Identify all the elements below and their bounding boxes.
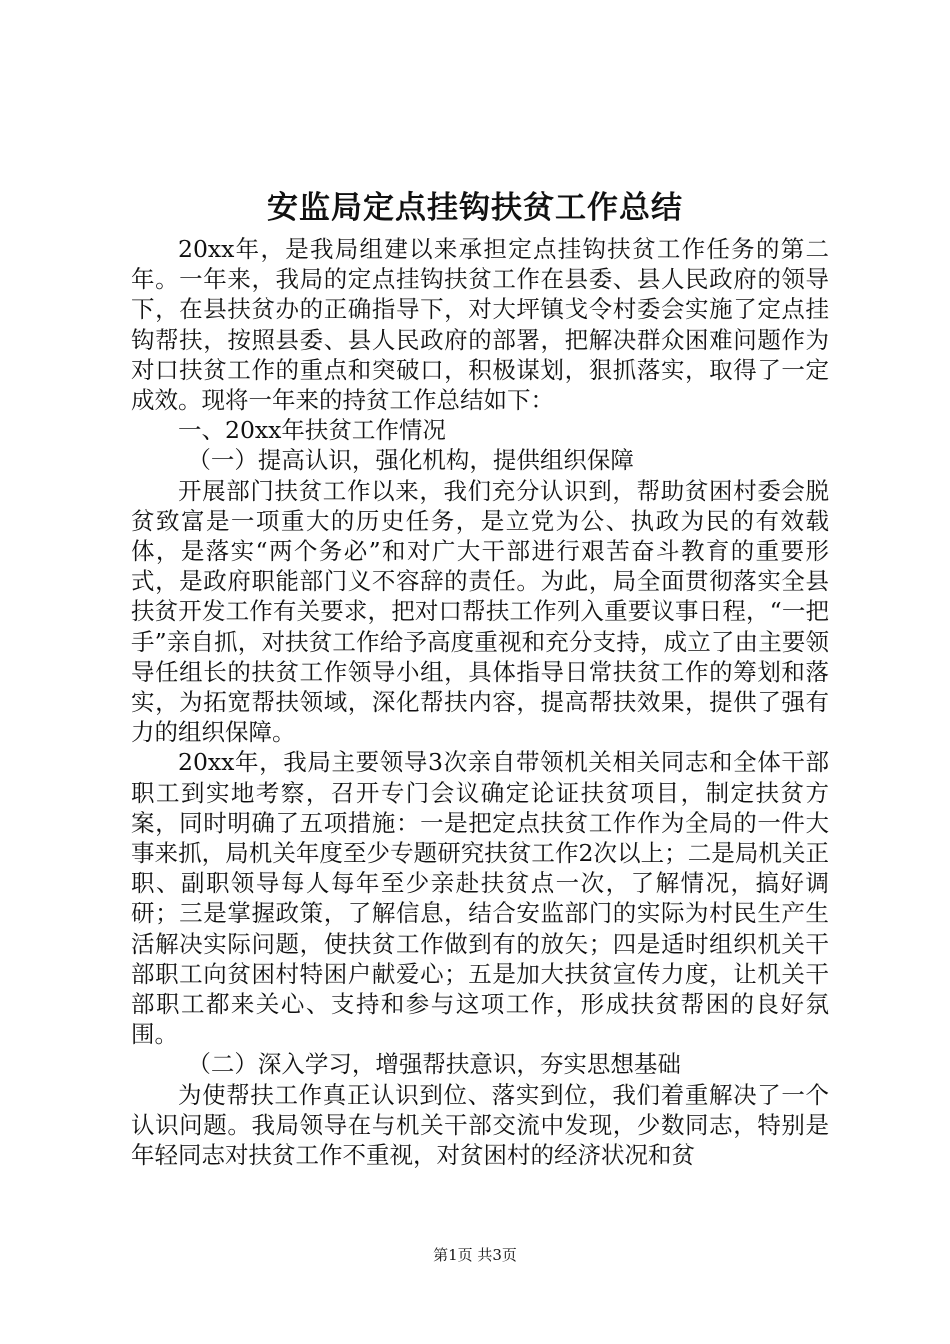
section-heading-1: 一、20xx年扶贫工作情况	[178, 416, 446, 445]
paragraph-body: 20xx年，我局主要领导3次亲自带领机关相关同志和全体干部职工到实地考察，召开专门会议确定论证扶贫项目，制定扶贫方案，同时明确了五项措施：一是把定点扶贫工作作为全局的一件大事来抓，局机关年度至少专题研究扶贫工作2次以上；二是局机关正职、副职领导每人每年至少亲赴扶贫点一次，了解情况，搞好调研；三是掌握政策，了解信息，结合安监部门的实际为村民生产生活解决实际问题，使扶贫工作做到有的放矢；四是适时组织机关干部职工向贫困村特困户献爱心；五是加大扶贫宣传力度，让机关干部职工都来关心、支持和参与这项工作，形成扶贫帮困的良好氛围。	[131, 748, 829, 1049]
document-title: 安监局定点挂钩扶贫工作总结	[267, 190, 683, 226]
paragraph-intro: 20xx年，是我局组建以来承担定点挂钩扶贫工作任务的第二年。一年来，我局的定点挂钩扶贫工作在县委、县人民政府的领导下，在县扶贫办的正确指导下，对大坪镇戈令村委会实施了定点挂钩帮扶，按照县委、县人民政府的部署，把解决群众困难问题作为对口扶贫工作的重点和突破口，积极谋划，狠抓落实，取得了一定成效。现将一年来的持贫工作总结如下：	[131, 235, 829, 415]
paragraph-body: 开展部门扶贫工作以来，我们充分认识到，帮助贫困村委会脱贫致富是一项重大的历史任务，是立党为公、执政为民的有效载体，是落实“两个务必”和对广大干部进行艰苦奋斗教育的重要形式，是政府职能部门义不容辞的责任。为此，局全面贯彻落实全县扶贫开发工作有关要求，把对口帮扶工作列入重要议事日程，“一把手”亲自抓，对扶贫工作给予高度重视和充分支持，成立了由主要领导任组长的扶贫工作领导小组，具体指导日常扶贫工作的筹划和落实，为拓宽帮扶领域，深化帮扶内容，提高帮扶效果，提供了强有力的组织保障。	[131, 476, 829, 747]
subsection-heading-1: （一）提高认识，强化机构，提供组织保障	[187, 446, 634, 475]
page-footer: 第1页 共3页	[433, 1246, 517, 1264]
paragraph-body: 为使帮扶工作真正认识到位、落实到位，我们着重解决了一个认识问题。我局领导在与机关干部交流中发现，少数同志，特别是年轻同志对扶贫工作不重视，对贫困村的经济状况和贫	[131, 1080, 829, 1170]
document-body	[131, 234, 829, 1170]
subsection-heading-2: （二）深入学习，增强帮扶意识，夯实思想基础	[187, 1050, 681, 1079]
